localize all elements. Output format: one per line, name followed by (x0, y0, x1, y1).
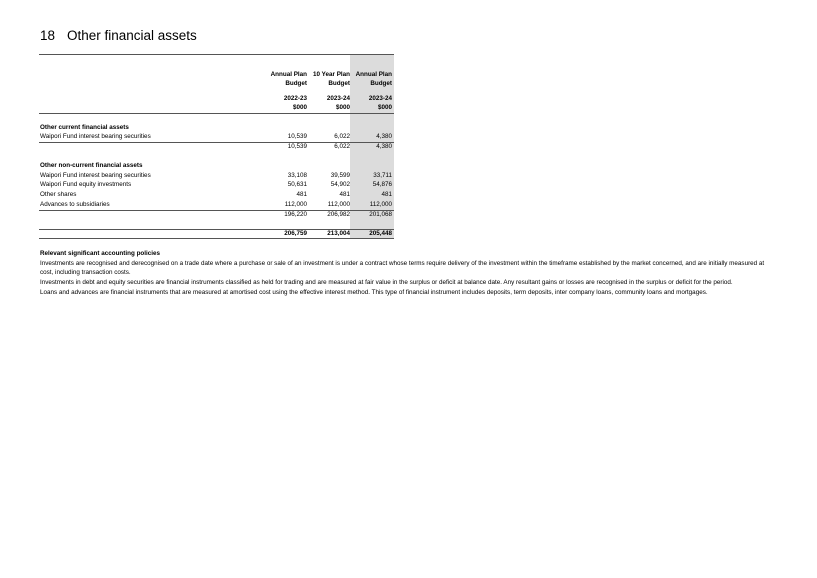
page-title (40, 28, 197, 43)
col1-header-line1: Annual Plan (270, 71, 307, 78)
col3-header-year: 2023-24 (368, 95, 392, 102)
table-cell: 10,539 (287, 133, 307, 140)
financial-assets-table (39, 54, 394, 239)
table-cell: 481 (296, 191, 307, 198)
table-cell: 4,380 (376, 133, 392, 140)
notes-paragraph: Loans and advances are financial instruments that are measured at amortised cost using the effective interest method. This type of financial instrument includes deposits, term deposits, inter company loans, community loans and mortgages. (40, 288, 708, 296)
table-row-label: Advances to subsidiaries (40, 201, 110, 208)
table-cell: 54,902 (330, 181, 350, 188)
total-cell: 205,448 (369, 230, 392, 237)
section-heading-current: Other current financial assets (40, 124, 129, 131)
table-cell: 112,000 (284, 201, 307, 208)
table-row-label: Waipori Fund equity investments (40, 181, 132, 188)
note-title: Other financial assets (67, 28, 197, 43)
notes-heading: Relevant significant accounting policies (40, 250, 161, 257)
table-cell: 33,108 (287, 172, 307, 179)
total-cell: 213,004 (327, 230, 350, 237)
table-cell: 6,022 (334, 133, 350, 140)
non-current-subtotal-cell: 206,982 (327, 211, 350, 218)
col2-header-line1: 10 Year Plan (313, 71, 350, 78)
table-cell: 33,711 (373, 172, 392, 179)
table-cell: 112,000 (327, 201, 350, 208)
table-cell: 39,599 (330, 172, 350, 179)
table-cell: 50,631 (287, 181, 307, 188)
total-bottom-rule (39, 238, 394, 239)
non-current-subtotal-cell: 196,220 (284, 211, 307, 218)
notes-paragraph: Investments in debt and equity securities are financial instruments classified as held for trading and are measured at fair value in the surplus or deficit at balance date. Any resultant gains or losses are recognised in the surplus or deficit for the period. (40, 279, 733, 287)
table-row-label: Other shares (40, 191, 77, 198)
col1-header-year: 2022-23 (283, 95, 307, 102)
col3-header-unit: $000 (377, 104, 392, 111)
col3-header-line1: Annual Plan (355, 71, 392, 78)
current-subtotal-cell: 6,022 (334, 143, 350, 150)
section-heading-non-current: Other non-current financial assets (40, 162, 143, 169)
col2-header-year: 2023-24 (326, 95, 350, 102)
total-cell: 206,759 (284, 230, 307, 237)
table-cell: 112,000 (369, 201, 392, 208)
note-number: 18 (40, 28, 56, 43)
table-cell: 54,876 (372, 181, 392, 188)
current-subtotal-cell: 10,539 (287, 143, 307, 150)
notes-paragraph: Investments are recognised and derecognised on a trade date where a purchase or sale of an investment is under a contract whose terms require delivery of the investment within the timeframe established by the market concerned, and are initially measured at cost, including transaction costs. (40, 259, 765, 277)
col1-header-line2: Budget (285, 80, 307, 87)
col1-header-unit: $000 (292, 104, 307, 111)
col3-header-line2: Budget (370, 80, 392, 87)
header-divider (39, 113, 394, 114)
accounting-policies-notes (40, 249, 770, 298)
table-row-label: Waipori Fund interest bearing securities (40, 133, 151, 140)
col2-header-unit: $000 (335, 104, 350, 111)
current-subtotal-cell: 4,380 (376, 143, 392, 150)
table-cell: 481 (339, 191, 350, 198)
col2-header-line2: Budget (328, 80, 350, 87)
non-current-subtotal-cell: 201,068 (369, 211, 392, 218)
table-row-label: Waipori Fund interest bearing securities (40, 172, 151, 179)
table-cell: 481 (381, 191, 392, 198)
